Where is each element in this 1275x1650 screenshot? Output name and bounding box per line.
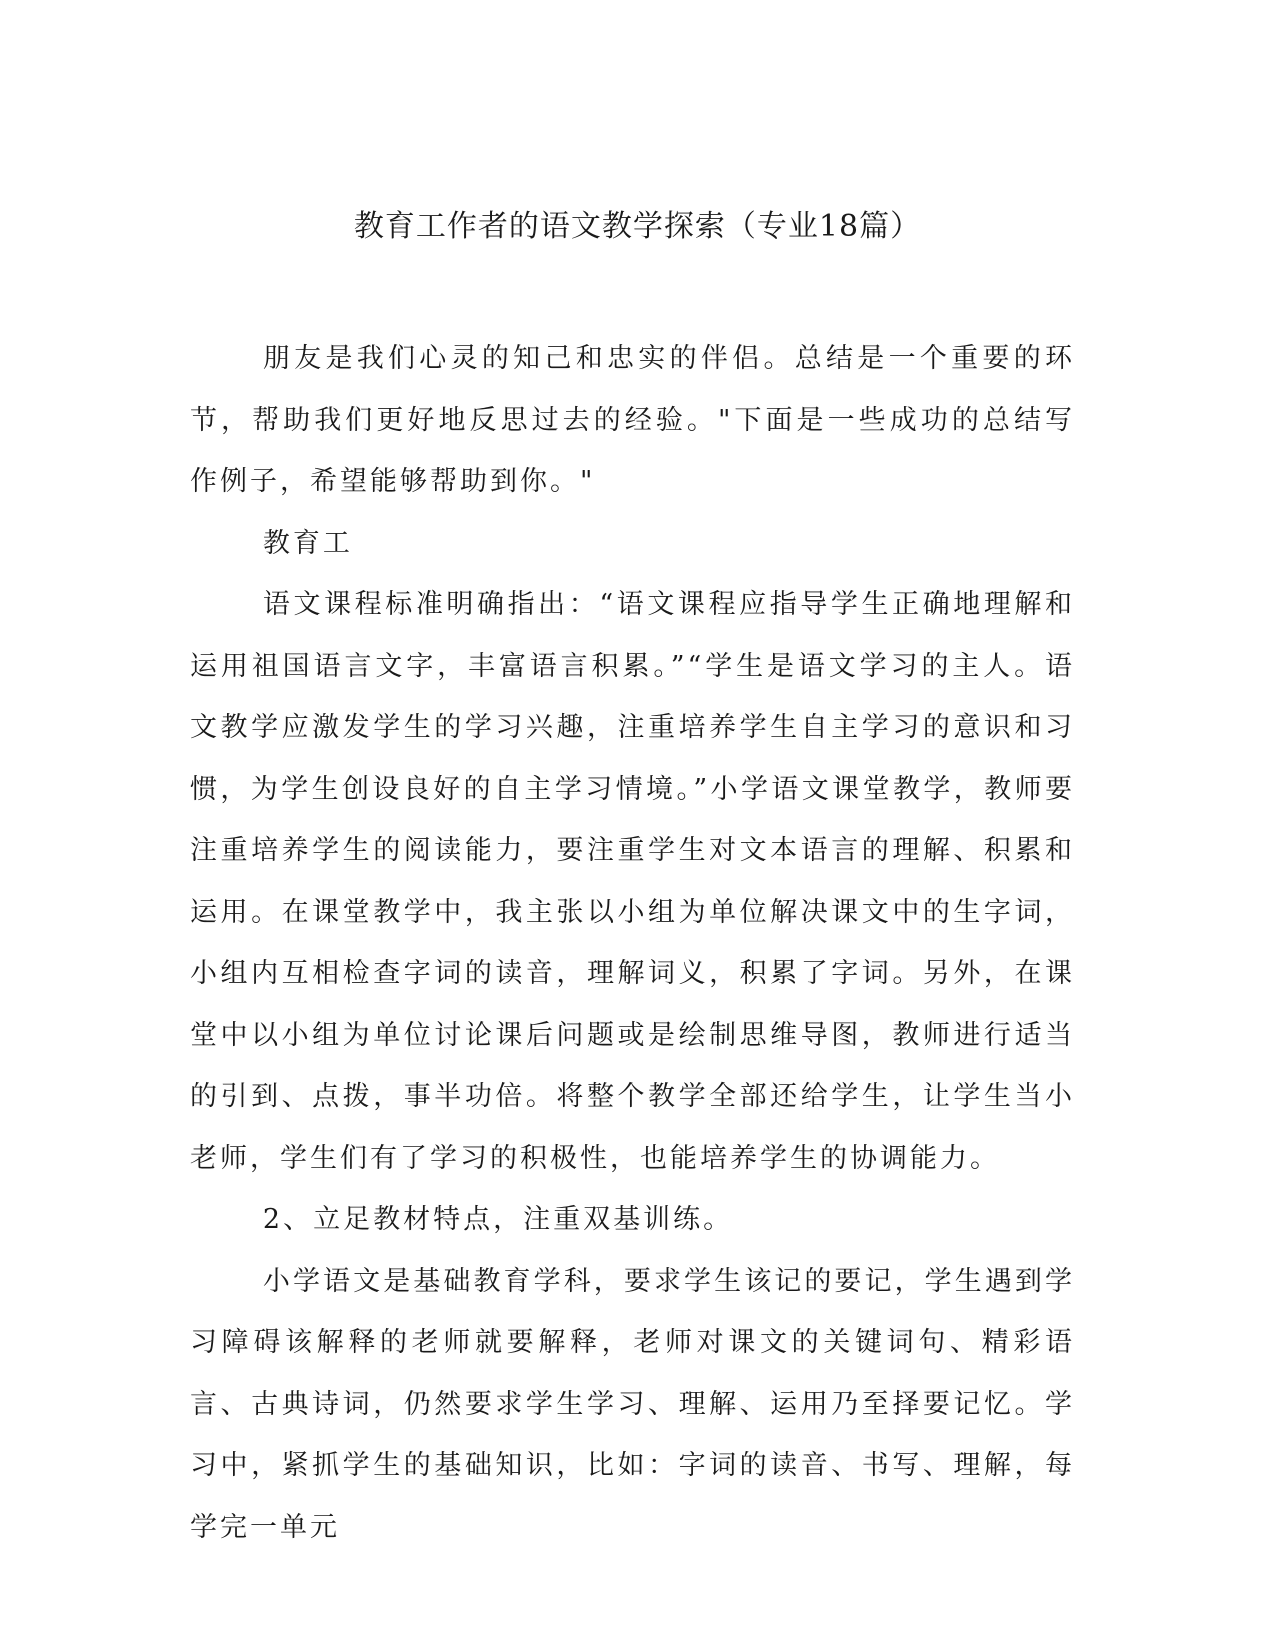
paragraph-section-2-heading: 2、立足教材特点，注重双基训练。 [262, 1204, 734, 1235]
paragraph-basic-education: 小学语文是基础教育学科，要求学生该记的要记，学生遇到学习障碍该解释的老师就要解释，老师对课文的关键词句、精彩语言、古典诗词，仍然要求学生学习、理解、运用乃至择要记忆。学习中，紧抓学生的基础知识，比如：字词的读音、书写、理解，每学完一单元 [190, 1265, 1075, 1543]
paragraph-curriculum-standard: 语文课程标准明确指出：“语文课程应指导学生正确地理解和运用祖国语言文字，丰富语言积累。”“学生是语文学习的主人。语文教学应激发学生的学习兴趣，注重培养学生自主学习的意识和习惯，为学生创设良好的自主学习情境。”小学语文课堂教学，教师要注重培养学生的阅读能力，要注重学生对文本语言的理解、积累和运用。在课堂教学中，我主张以小组为单位解决课文中的生字词，小组内互相检查字词的读音，理解词义，积累了字词。另外，在课堂中以小组为单位讨论课后问题或是绘制思维导图，教师进行适当的引到、点拨，事半功倍。将整个教学全部还给学生，让学生当小老师，学生们有了学习的积极性，也能培养学生的协调能力。 [190, 589, 1075, 1174]
document-title: 教育工作者的语文教学探索（专业18篇） [353, 209, 922, 244]
document-body [190, 328, 1075, 1558]
paragraph-intro: 朋友是我们心灵的知己和忠实的伴侣。总结是一个重要的环节，帮助我们更好地反思过去的经验。"下面是一些成功的总结写作例子，希望能够帮助到你。" [190, 343, 1075, 497]
paragraph-heading-fragment: 教育工 [262, 527, 353, 559]
